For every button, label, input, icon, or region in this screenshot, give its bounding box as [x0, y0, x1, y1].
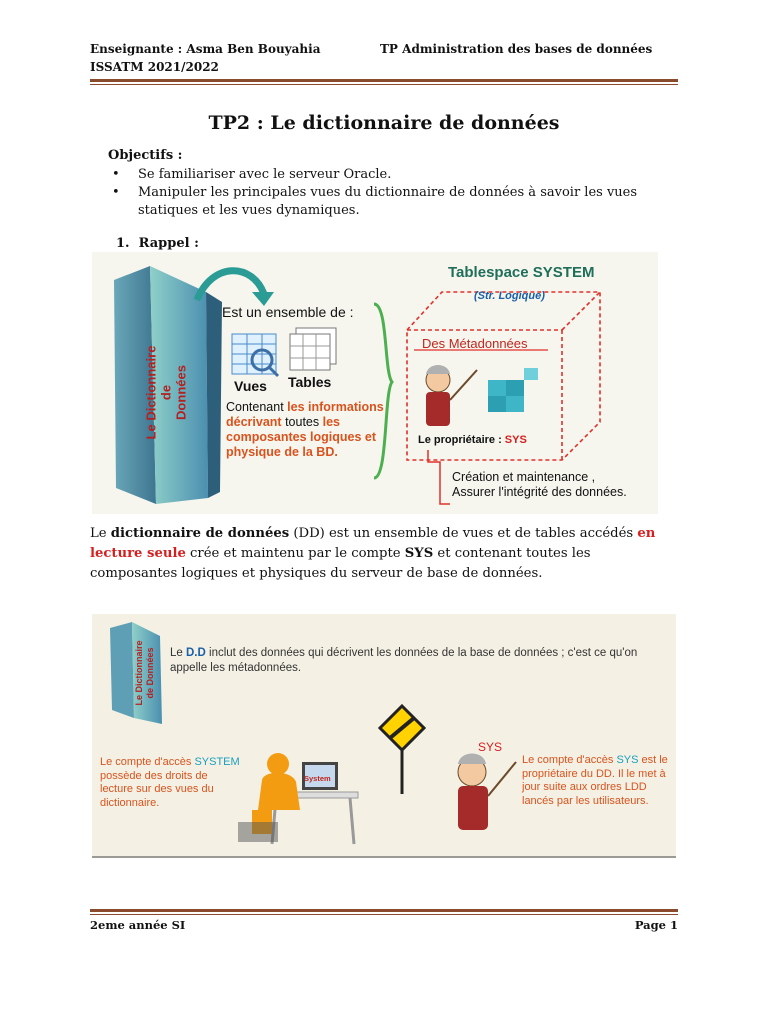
header-teacher: Enseignante : Asma Ben Bouyahia: [90, 42, 321, 56]
section-heading: [116, 236, 199, 251]
header-course: TP Administration des bases de données: [380, 42, 653, 56]
page-number: Page 1: [634, 918, 678, 932]
containing-text: Contenant les informations décrivant toutes les composantes logiques et physique de la BD.: [226, 400, 384, 459]
logical-structure-label: (Str. Logique): [474, 290, 545, 302]
tables-label: Tables: [288, 374, 332, 390]
dd-description-text: Le D.D inclut des données qui décrivent les données de la base de données ; c'est ce qu'on appelle les métadonnées.: [170, 647, 638, 674]
views-label: Vues: [234, 378, 267, 394]
section-title: Rappel :: [138, 236, 199, 251]
set-of-label: Est un ensemble de :: [222, 304, 354, 320]
book-label-text: Le Dictionnaire de Données: [134, 640, 155, 706]
tablespace-title: Tablespace SYSTEM: [448, 264, 595, 281]
section-number: 1.: [116, 236, 130, 251]
footer-rule: [90, 909, 678, 912]
metadata-cubes-icon: [488, 368, 538, 412]
objective-item: • Se familiariser avec le serveur Oracle.: [112, 166, 672, 184]
footer-class: 2eme année SI: [90, 918, 186, 932]
dd-definition-paragraph: Le dictionnaire de données (DD) est un ensemble de vues et de tables accédés en lecture seule crée et maintenu par le compte SYS et contenant toutes les composantes logiques et physiques du serveur de base de données.: [90, 526, 656, 581]
metadata-label: Des Métadonnées: [422, 336, 528, 351]
book-label-text: Le Dictionnaire de Données: [143, 345, 189, 440]
road-sign-icon: [380, 706, 424, 794]
creation-text: Création et maintenance , Assurer l'intégrité des données.: [452, 470, 627, 499]
monitor-label: System: [304, 774, 331, 783]
owner-label: Le propriétaire : SYS: [418, 434, 527, 446]
figure-dictionary-accounts: [92, 614, 676, 858]
system-user-icon: [238, 753, 300, 842]
page-title: TP2 : Le dictionnaire de données: [208, 112, 560, 134]
figure-dictionary-overview: [92, 252, 658, 514]
header-rule: [90, 79, 678, 82]
objective-item: • Manipuler les principales vues du dictionnaire de données à savoir les vues statiques et les vues dynamiques.: [112, 184, 672, 220]
views-icon: [232, 334, 278, 376]
header-school-year: ISSATM 2021/2022: [90, 60, 219, 74]
objectives-heading: Objectifs :: [108, 148, 183, 163]
system-account-text: Le compte d'accès SYSTEM possède des droits de lecture sur des vues du dictionnaire.: [100, 756, 240, 809]
tables-icon: [290, 328, 336, 370]
owner-person-icon: [426, 365, 477, 426]
sys-label: SYS: [478, 740, 503, 754]
footer-rule-thin: [90, 914, 678, 915]
objectives-list: [112, 166, 672, 220]
header-rule-thin: [90, 84, 678, 85]
sys-account-text: Le compte d'accès SYS est le propriétaire du DD. Il le met à jour suite aux ordres LDD lancés par les utilisateurs.: [522, 754, 668, 807]
sys-owner-person-icon: [458, 754, 516, 831]
